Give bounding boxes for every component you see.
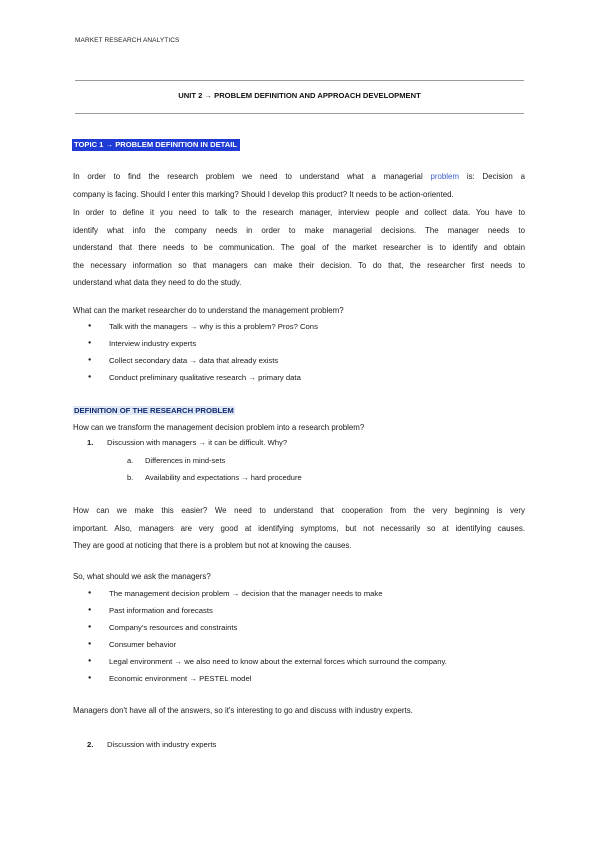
- topic-badge: TOPIC 1 → PROBLEM DEFINITION IN DETAIL: [72, 139, 240, 151]
- question-text: What can the market researcher do to understand the management problem?: [73, 306, 344, 315]
- title-bottom-rule: [75, 113, 524, 114]
- section-heading: DEFINITION OF THE RESEARCH PROBLEM: [74, 406, 234, 415]
- question-text: How can we transform the management decision problem into a research problem?: [73, 423, 365, 432]
- item-number: 1.: [87, 438, 94, 447]
- paragraph-line: understand that there needs to be communication. The goal of the market researcher is to identify and obtain: [73, 243, 525, 253]
- list-item: ● Conduct preliminary qualitative research → primary data: [88, 369, 318, 386]
- item-text: Differences in mind-sets: [145, 456, 226, 465]
- sub-item: [127, 473, 302, 482]
- paragraph-line: identify what info the company needs in order to make managerial decisions. The manager needs to: [73, 225, 525, 235]
- paragraph-line: How can we make this easier? We need to understand that cooperation from the very beginning is very: [73, 506, 525, 515]
- title-top-rule: [75, 80, 524, 81]
- list-item: ● Economic environment → PESTEL model: [88, 670, 447, 687]
- cooperation-paragraph: [73, 502, 525, 555]
- bullet-list: [88, 585, 447, 687]
- list-item: ● The management decision problem → decision that the manager needs to make: [88, 585, 447, 602]
- item-text: Availability and expectations → hard procedure: [145, 473, 302, 482]
- running-header: MARKET RESEARCH ANALYTICS: [75, 37, 180, 44]
- item-letter: a.: [127, 456, 134, 465]
- bullet-list: [88, 318, 318, 386]
- paragraph-line: important. Also, managers are very good at identifying symptoms, but not necessarily so at identifying causes.: [73, 523, 525, 533]
- text-span: is: Decision a: [466, 172, 525, 181]
- problem-link[interactable]: problem: [430, 172, 460, 181]
- list-item: ● Company's resources and constraints: [88, 619, 447, 636]
- list-item: ● Talk with the managers → why is this a problem? Pros? Cons: [88, 318, 318, 335]
- question-text: So, what should we ask the managers?: [73, 572, 211, 581]
- intro-paragraph: [73, 168, 525, 203]
- numbered-item: [87, 740, 217, 749]
- item-letter: b.: [127, 473, 134, 482]
- list-item: ● Collect secondary data → data that already exists: [88, 352, 318, 369]
- list-item: ● Interview industry experts: [88, 335, 318, 352]
- definition-paragraph: [73, 204, 525, 292]
- list-item: ● Consumer behavior: [88, 636, 447, 653]
- paragraph-line: In order to define it you need to talk to the research manager, interview people and collect data. You have to: [73, 208, 525, 217]
- item-text: Discussion with managers → it can be difficult. Why?: [107, 438, 288, 447]
- item-text: Discussion with industry experts: [107, 740, 217, 749]
- list-item: ● Past information and forecasts: [88, 602, 447, 619]
- list-item: ● Legal environment → we also need to know about the external forces which surround the company.: [88, 653, 447, 670]
- text-span: In order to find the research problem we need to understand what a managerial: [73, 172, 423, 181]
- paragraph-line: understand what data they need to do the study.: [73, 278, 242, 288]
- unit-title: UNIT 2 → PROBLEM DEFINITION AND APPROACH DEVELOPMENT: [178, 91, 421, 100]
- paragraph-line: the necessary information so that managers can make their decision. To do that, the researcher first needs to: [73, 260, 525, 270]
- numbered-item: [87, 438, 288, 447]
- closing-text: Managers don't have all of the answers, so it's interesting to go and discuss with industry experts.: [73, 706, 413, 715]
- paragraph-line: They are good at noticing that there is a problem but not at knowing the causes.: [73, 541, 352, 551]
- paragraph-line: [73, 168, 525, 186]
- sub-item: [127, 456, 226, 465]
- item-number: 2.: [87, 740, 94, 749]
- paragraph-line: company is facing. Should I enter this marking? Should I develop this product? It needs to be action-oriented.: [73, 189, 454, 199]
